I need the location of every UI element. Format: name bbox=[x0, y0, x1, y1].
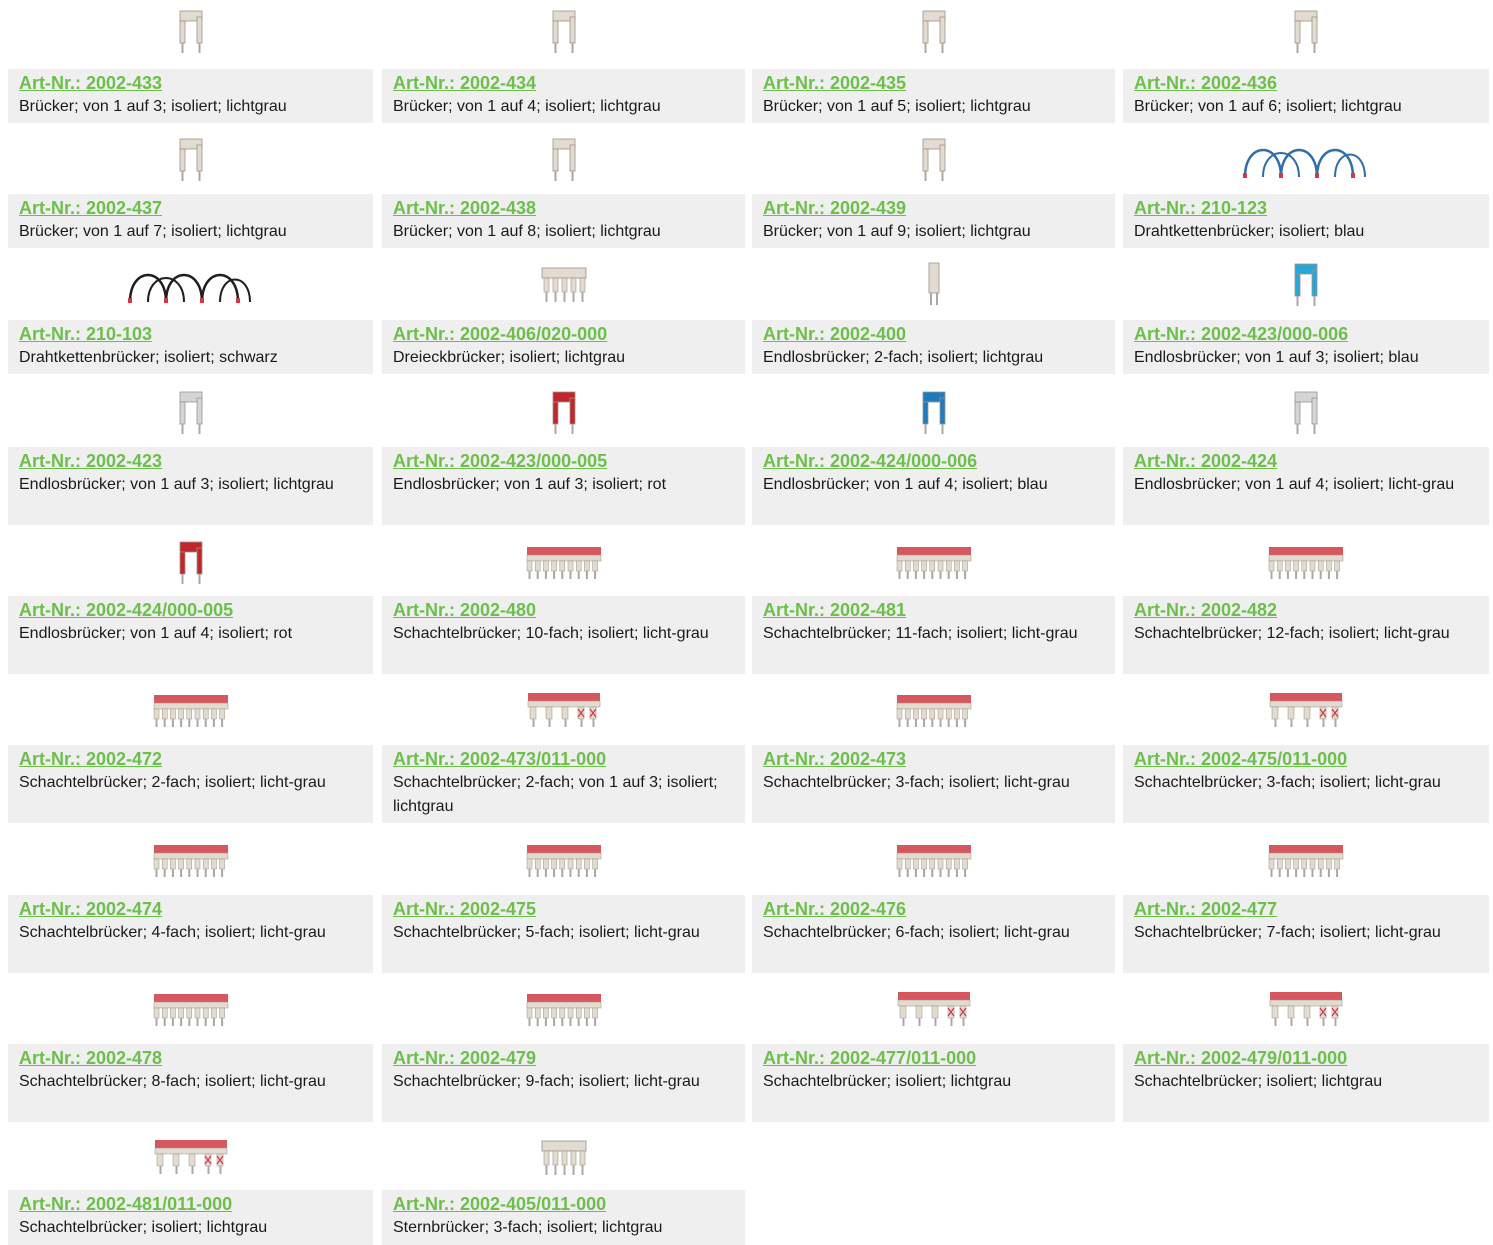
product-label-box bbox=[1123, 69, 1489, 123]
product-label-box bbox=[8, 596, 373, 674]
product-card bbox=[752, 977, 1115, 1122]
product-card bbox=[752, 0, 1115, 123]
art-nr-link[interactable]: Art-Nr.: 2002-481 bbox=[763, 600, 907, 620]
product-card bbox=[8, 977, 373, 1122]
art-nr-link[interactable]: Art-Nr.: 2002-475 bbox=[393, 899, 537, 919]
wide-bridge-red-top-icon[interactable] bbox=[1123, 678, 1489, 742]
product-description: Schachtelbrücker; 11-fach; isoliert; licht-grau bbox=[763, 625, 1078, 642]
product-card bbox=[8, 828, 373, 973]
product-card bbox=[1123, 0, 1489, 123]
art-nr-link[interactable]: Art-Nr.: 210-103 bbox=[19, 324, 153, 344]
product-description: Sternbrücker; 3-fach; isoliert; lichtgrau bbox=[393, 1219, 663, 1236]
product-label-box bbox=[382, 745, 745, 823]
product-card bbox=[382, 828, 745, 973]
product-card bbox=[752, 678, 1115, 823]
product-description: Dreieckbrücker; isoliert; lichtgrau bbox=[393, 349, 626, 366]
wire-chain-black-icon[interactable] bbox=[8, 249, 373, 319]
bridge-blue-icon[interactable] bbox=[752, 377, 1115, 447]
product-card bbox=[1123, 377, 1489, 525]
comb-bridge-red-top-icon[interactable] bbox=[382, 530, 745, 594]
product-label-box bbox=[8, 745, 373, 823]
bridge-red-icon[interactable] bbox=[382, 377, 745, 447]
single-bridge-beige-icon[interactable] bbox=[752, 249, 1115, 319]
product-description: Endlosbrücker; von 1 auf 4; isoliert; blau bbox=[763, 476, 1048, 493]
art-nr-link[interactable]: Art-Nr.: 2002-476 bbox=[763, 899, 907, 919]
wide-bridge-red-top-icon[interactable] bbox=[1123, 977, 1489, 1041]
product-description: Schachtelbrücker; 3-fach; isoliert; licht-grau bbox=[763, 774, 1070, 791]
product-label-box bbox=[8, 69, 373, 123]
product-description: Schachtelbrücker; 7-fach; isoliert; licht-grau bbox=[1134, 924, 1441, 941]
product-description: Brücker; von 1 auf 9; isoliert; lichtgrau bbox=[763, 223, 1031, 240]
bridge-beige-icon[interactable] bbox=[8, 0, 373, 62]
product-description: Schachtelbrücker; 4-fach; isoliert; licht-grau bbox=[19, 924, 326, 941]
art-nr-link[interactable]: Art-Nr.: 2002-477 bbox=[1134, 899, 1278, 919]
product-description: Drahtkettenbrücker; isoliert; schwarz bbox=[19, 349, 278, 366]
product-label-box bbox=[752, 194, 1115, 248]
product-card bbox=[752, 124, 1115, 248]
star-bridge-beige-icon[interactable] bbox=[382, 1126, 745, 1188]
product-label-box bbox=[8, 1190, 373, 1245]
product-card bbox=[382, 1126, 745, 1245]
product-card bbox=[752, 249, 1115, 374]
product-description: Endlosbrücker; von 1 auf 4; isoliert; licht-grau bbox=[1134, 476, 1455, 493]
bridge-beige-icon[interactable] bbox=[382, 124, 745, 194]
product-description: Schachtelbrücker; 6-fach; isoliert; licht-grau bbox=[763, 924, 1070, 941]
product-description: Endlosbrücker; 2-fach; isoliert; lichtgrau bbox=[763, 349, 1044, 366]
product-description: Brücker; von 1 auf 8; isoliert; lichtgrau bbox=[393, 223, 661, 240]
bridge-red-icon[interactable] bbox=[8, 530, 373, 594]
art-nr-link[interactable]: Art-Nr.: 2002-472 bbox=[19, 749, 163, 769]
product-card bbox=[752, 377, 1115, 525]
product-label-box bbox=[382, 69, 745, 123]
art-nr-link[interactable]: Art-Nr.: 2002-473 bbox=[763, 749, 907, 769]
product-description: Schachtelbrücker; 5-fach; isoliert; licht-grau bbox=[393, 924, 700, 941]
art-nr-link[interactable]: Art-Nr.: 2002-479/011-000 bbox=[1134, 1048, 1348, 1068]
wide-bridge-red-top-icon[interactable] bbox=[8, 1126, 373, 1188]
art-nr-link[interactable]: Art-Nr.: 2002-433 bbox=[19, 73, 163, 93]
art-nr-link[interactable]: Art-Nr.: 2002-439 bbox=[763, 198, 907, 218]
product-description: Endlosbrücker; von 1 auf 3; isoliert; rot bbox=[393, 476, 667, 493]
art-nr-link[interactable]: Art-Nr.: 2002-406/020-000 bbox=[393, 324, 608, 344]
product-description: Schachtelbrücker; isoliert; lichtgrau bbox=[1134, 1073, 1383, 1090]
product-card bbox=[8, 678, 373, 823]
product-label-box bbox=[752, 596, 1115, 674]
art-nr-link[interactable]: Art-Nr.: 2002-424/000-005 bbox=[19, 600, 234, 620]
art-nr-link[interactable]: Art-Nr.: 2002-478 bbox=[19, 1048, 163, 1068]
product-label-box bbox=[1123, 895, 1489, 973]
product-label-box bbox=[382, 1044, 745, 1122]
product-description: Endlosbrücker; von 1 auf 3; isoliert; lichtgrau bbox=[19, 476, 334, 493]
wire-chain-blue-icon[interactable] bbox=[1123, 124, 1489, 194]
product-description: Endlosbrücker; von 1 auf 4; isoliert; rot bbox=[19, 625, 293, 642]
product-label-box bbox=[1123, 194, 1489, 248]
comb-bridge-red-top-icon[interactable] bbox=[752, 678, 1115, 742]
product-label-box bbox=[382, 596, 745, 674]
art-nr-link[interactable]: Art-Nr.: 2002-405/011-000 bbox=[393, 1194, 607, 1214]
product-description: Schachtelbrücker; isoliert; lichtgrau bbox=[19, 1219, 268, 1236]
product-card bbox=[382, 977, 745, 1122]
product-label-box bbox=[752, 447, 1115, 525]
comb-bridge-red-top-icon[interactable] bbox=[752, 828, 1115, 892]
comb-bridge-red-top-icon[interactable] bbox=[382, 977, 745, 1041]
product-description: Drahtkettenbrücker; isoliert; blau bbox=[1134, 223, 1365, 240]
product-description: Schachtelbrücker; 3-fach; isoliert; licht-grau bbox=[1134, 774, 1441, 791]
product-card bbox=[8, 377, 373, 525]
product-label-box bbox=[1123, 320, 1489, 374]
bridge-grey-icon[interactable] bbox=[1123, 377, 1489, 447]
product-label-box bbox=[382, 895, 745, 973]
art-nr-link[interactable]: Art-Nr.: 2002-479 bbox=[393, 1048, 537, 1068]
product-description: Brücker; von 1 auf 6; isoliert; lichtgrau bbox=[1134, 98, 1402, 115]
art-nr-link[interactable]: Art-Nr.: 2002-438 bbox=[393, 198, 537, 218]
product-label-box bbox=[382, 320, 745, 374]
comb-bridge-red-top-icon[interactable] bbox=[8, 678, 373, 742]
comb-bridge-red-top-icon[interactable] bbox=[752, 530, 1115, 594]
art-nr-link[interactable]: Art-Nr.: 2002-482 bbox=[1134, 600, 1278, 620]
product-label-box bbox=[752, 320, 1115, 374]
art-nr-link[interactable]: Art-Nr.: 2002-423/000-005 bbox=[393, 451, 608, 471]
product-description: Brücker; von 1 auf 4; isoliert; lichtgrau bbox=[393, 98, 661, 115]
comb-bridge-beige-icon[interactable] bbox=[382, 249, 745, 319]
product-label-box bbox=[752, 69, 1115, 123]
product-label-box bbox=[8, 895, 373, 973]
product-description: Schachtelbrücker; 2-fach; von 1 auf 3; isoliert; lichtgrau bbox=[393, 774, 718, 815]
art-nr-link[interactable]: Art-Nr.: 2002-435 bbox=[763, 73, 907, 93]
product-card bbox=[1123, 124, 1489, 248]
product-card bbox=[382, 678, 745, 823]
product-description: Schachtelbrücker; 10-fach; isoliert; licht-grau bbox=[393, 625, 709, 642]
wide-bridge-red-top-icon[interactable] bbox=[752, 977, 1115, 1041]
comb-bridge-red-top-icon[interactable] bbox=[382, 828, 745, 892]
comb-bridge-red-top-icon[interactable] bbox=[8, 977, 373, 1041]
art-nr-link[interactable]: Art-Nr.: 210-123 bbox=[1134, 198, 1268, 218]
product-label-box bbox=[1123, 745, 1489, 823]
product-card bbox=[8, 530, 373, 674]
art-nr-link[interactable]: Art-Nr.: 2002-477/011-000 bbox=[763, 1048, 977, 1068]
product-description: Schachtelbrücker; isoliert; lichtgrau bbox=[763, 1073, 1012, 1090]
art-nr-link[interactable]: Art-Nr.: 2002-400 bbox=[763, 324, 907, 344]
product-label-box bbox=[382, 194, 745, 248]
product-card bbox=[382, 0, 745, 123]
product-description: Schachtelbrücker; 8-fach; isoliert; licht-grau bbox=[19, 1073, 326, 1090]
product-label-box bbox=[752, 895, 1115, 973]
product-card bbox=[382, 249, 745, 374]
bridge-grey-icon[interactable] bbox=[8, 377, 373, 447]
product-label-box bbox=[382, 447, 745, 525]
art-nr-link[interactable]: Art-Nr.: 2002-423 bbox=[19, 451, 163, 471]
product-card bbox=[8, 124, 373, 248]
art-nr-link[interactable]: Art-Nr.: 2002-481/011-000 bbox=[19, 1194, 233, 1214]
product-card bbox=[1123, 828, 1489, 973]
product-card bbox=[1123, 678, 1489, 823]
wide-bridge-red-top-icon[interactable] bbox=[382, 678, 745, 742]
bridge-cyan-icon[interactable] bbox=[1123, 249, 1489, 319]
product-card bbox=[382, 530, 745, 674]
art-nr-link[interactable]: Art-Nr.: 2002-424 bbox=[1134, 451, 1278, 471]
product-card bbox=[752, 828, 1115, 973]
product-card bbox=[382, 377, 745, 525]
art-nr-link[interactable]: Art-Nr.: 2002-437 bbox=[19, 198, 163, 218]
art-nr-link[interactable]: Art-Nr.: 2002-434 bbox=[393, 73, 537, 93]
product-label-box bbox=[8, 1044, 373, 1122]
art-nr-link[interactable]: Art-Nr.: 2002-436 bbox=[1134, 73, 1278, 93]
product-label-box bbox=[752, 745, 1115, 823]
bridge-beige-icon[interactable] bbox=[752, 124, 1115, 194]
product-label-box bbox=[8, 320, 373, 374]
product-description: Schachtelbrücker; 2-fach; isoliert; licht-grau bbox=[19, 774, 326, 791]
product-description: Schachtelbrücker; 12-fach; isoliert; licht-grau bbox=[1134, 625, 1450, 642]
product-description: Brücker; von 1 auf 5; isoliert; lichtgrau bbox=[763, 98, 1031, 115]
comb-bridge-red-top-icon[interactable] bbox=[1123, 530, 1489, 594]
bridge-beige-icon[interactable] bbox=[382, 0, 745, 62]
art-nr-link[interactable]: Art-Nr.: 2002-480 bbox=[393, 600, 537, 620]
product-card bbox=[8, 1126, 373, 1245]
product-card bbox=[752, 530, 1115, 674]
bridge-beige-icon[interactable] bbox=[8, 124, 373, 194]
product-card bbox=[382, 124, 745, 248]
product-description: Brücker; von 1 auf 7; isoliert; lichtgrau bbox=[19, 223, 287, 240]
product-label-box bbox=[1123, 596, 1489, 674]
bridge-beige-icon[interactable] bbox=[752, 0, 1115, 62]
art-nr-link[interactable]: Art-Nr.: 2002-424/000-006 bbox=[763, 451, 978, 471]
product-card bbox=[1123, 249, 1489, 374]
art-nr-link[interactable]: Art-Nr.: 2002-475/011-000 bbox=[1134, 749, 1348, 769]
art-nr-link[interactable]: Art-Nr.: 2002-423/000-006 bbox=[1134, 324, 1349, 344]
product-card bbox=[8, 0, 373, 123]
product-label-box bbox=[8, 447, 373, 525]
product-label-box bbox=[1123, 1044, 1489, 1122]
art-nr-link[interactable]: Art-Nr.: 2002-474 bbox=[19, 899, 163, 919]
comb-bridge-red-top-icon[interactable] bbox=[1123, 828, 1489, 892]
product-label-box bbox=[1123, 447, 1489, 525]
product-card bbox=[1123, 530, 1489, 674]
product-description: Brücker; von 1 auf 3; isoliert; lichtgrau bbox=[19, 98, 287, 115]
product-label-box bbox=[752, 1044, 1115, 1122]
product-label-box bbox=[8, 194, 373, 248]
art-nr-link[interactable]: Art-Nr.: 2002-473/011-000 bbox=[393, 749, 607, 769]
bridge-beige-icon[interactable] bbox=[1123, 0, 1489, 62]
product-card bbox=[1123, 977, 1489, 1122]
comb-bridge-red-top-icon[interactable] bbox=[8, 828, 373, 892]
product-description: Schachtelbrücker; 9-fach; isoliert; licht-grau bbox=[393, 1073, 700, 1090]
product-label-box bbox=[382, 1190, 745, 1245]
product-card bbox=[8, 249, 373, 374]
product-description: Endlosbrücker; von 1 auf 3; isoliert; blau bbox=[1134, 349, 1419, 366]
